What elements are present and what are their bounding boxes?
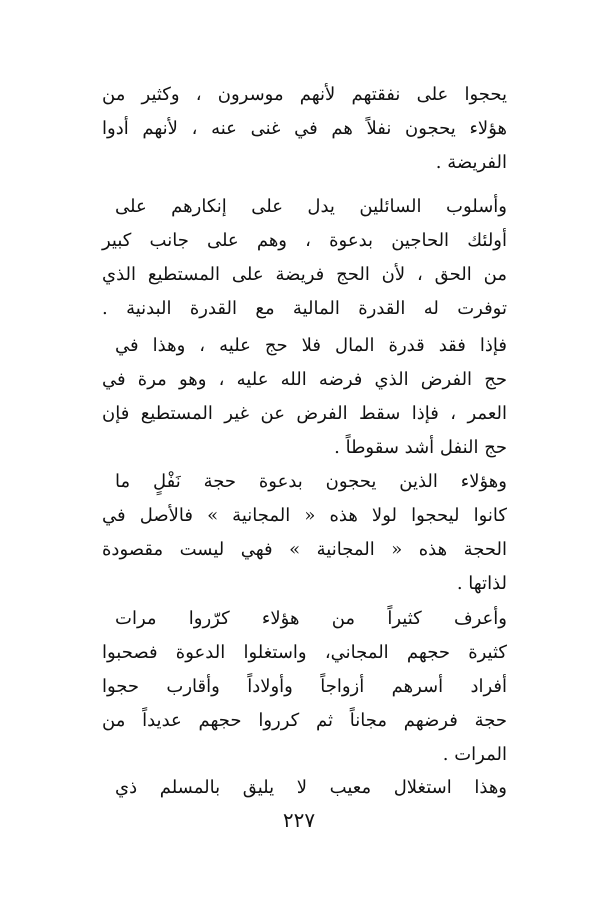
text-line: لذاتها .	[456, 573, 507, 594]
text-line: وهذا استغلال معيب لا يليق بالمسلم ذي	[115, 777, 507, 798]
page-number: ٢٢٧	[282, 808, 316, 832]
text-line: توفرت له القدرة المالية مع القدرة البدنية .	[102, 298, 507, 319]
text-line: وهؤلاء الذين يحجون بدعوة حجة نَفْلٍ ما	[115, 471, 507, 492]
text-line: حجة فرضهم مجاناً ثم كرروا حجهم عديداً من	[102, 710, 507, 731]
text-line: يحجوا على نفقتهم لأنهم موسرون ، وكثير من	[102, 84, 507, 105]
text-line: العمر ، فإذا سقط الفرض عن غير المستطيع فإن	[102, 403, 507, 424]
text-line: كانوا ليحجوا لولا هذه « المجانية » فالأصل في	[102, 505, 507, 526]
text-line: وأعرف كثيراً من هؤلاء كرّروا مرات	[115, 608, 507, 629]
text-line: أولئك الحاجين بدعوة ، وهم على جانب كبير	[102, 230, 507, 251]
text-line: أفراد أسرهم أزواجاً وأولاداً وأقارب حجوا	[102, 676, 507, 697]
text-line: المرات .	[442, 744, 507, 765]
text-line: الفريضة .	[435, 152, 507, 173]
text-line: هؤلاء يحجون نفلاً هم في غنى عنه ، لأنهم أدوا	[102, 118, 507, 139]
text-line: وأسلوب السائلين يدل على إنكارهم على	[115, 196, 507, 217]
text-line: فإذا فقد قدرة المال فلا حج عليه ، وهذا في	[115, 335, 507, 356]
text-line: من الحق ، لأن الحج فريضة على المستطيع الذي	[102, 264, 507, 285]
text-line: حج النفل أشد سقوطاً .	[334, 437, 507, 458]
text-line: حج الفرض الذي فرضه الله عليه ، وهو مرة في	[102, 369, 507, 390]
text-line: كثيرة حجهم المجاني، واستغلوا الدعوة فصحبوا	[102, 642, 507, 663]
text-line: الحجة هذه « المجانية » فهي ليست مقصودة	[102, 539, 507, 560]
